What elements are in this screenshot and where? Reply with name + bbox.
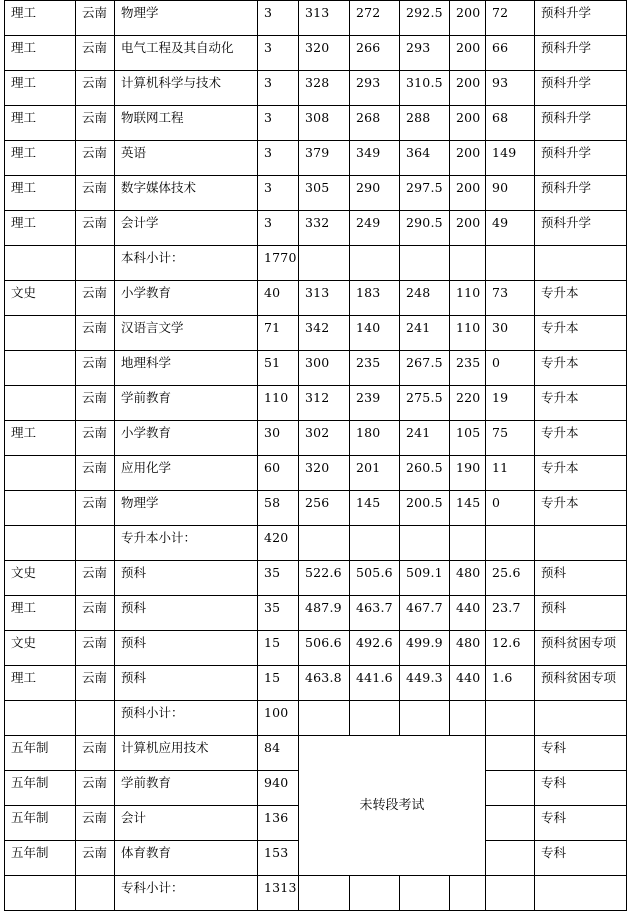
province-cell: 云南 bbox=[76, 386, 115, 421]
empty-cell bbox=[76, 246, 115, 281]
control-line-cell: 200 bbox=[450, 176, 486, 211]
empty-cell bbox=[450, 876, 486, 911]
above-line-cell: 49 bbox=[486, 211, 535, 246]
empty-cell bbox=[450, 246, 486, 281]
above-line-cell: 1.6 bbox=[486, 666, 535, 701]
table-row bbox=[5, 36, 627, 71]
table-row bbox=[5, 456, 627, 491]
control-line-cell: 200 bbox=[450, 106, 486, 141]
category-cell: 理工 bbox=[5, 71, 76, 106]
type-cell: 专科 bbox=[535, 736, 627, 771]
table-row bbox=[5, 736, 627, 771]
subtotal-value: 1770 bbox=[258, 246, 299, 281]
table-row bbox=[5, 666, 627, 701]
province-cell: 云南 bbox=[76, 806, 115, 841]
category-cell: 理工 bbox=[5, 596, 76, 631]
subtotal-label: 专科小计： bbox=[115, 876, 258, 911]
min-score-cell: 268 bbox=[350, 106, 400, 141]
empty-cell bbox=[486, 246, 535, 281]
avg-score-cell: 260.5 bbox=[400, 456, 450, 491]
avg-score-cell: 275.5 bbox=[400, 386, 450, 421]
above-line-cell: 73 bbox=[486, 281, 535, 316]
plan-count-cell: 30 bbox=[258, 421, 299, 456]
max-score-cell: 320 bbox=[299, 36, 350, 71]
plan-count-cell: 58 bbox=[258, 491, 299, 526]
type-cell: 预科贫困专项 bbox=[535, 631, 627, 666]
type-cell: 预科升学 bbox=[535, 176, 627, 211]
avg-score-cell: 293 bbox=[400, 36, 450, 71]
type-cell: 预科升学 bbox=[535, 71, 627, 106]
table-row bbox=[5, 211, 627, 246]
category-cell: 理工 bbox=[5, 106, 76, 141]
table-row bbox=[5, 421, 627, 456]
plan-count-cell: 3 bbox=[258, 71, 299, 106]
major-cell: 体育教育 bbox=[115, 841, 258, 876]
subtotal-label: 预科小计： bbox=[115, 701, 258, 736]
control-line-cell: 480 bbox=[450, 631, 486, 666]
category-cell: 五年制 bbox=[5, 771, 76, 806]
type-cell: 专升本 bbox=[535, 491, 627, 526]
empty-cell bbox=[450, 701, 486, 736]
empty-cell bbox=[76, 701, 115, 736]
avg-score-cell: 449.3 bbox=[400, 666, 450, 701]
plan-count-cell: 3 bbox=[258, 1, 299, 36]
type-cell: 专升本 bbox=[535, 281, 627, 316]
category-cell: 理工 bbox=[5, 1, 76, 36]
major-cell: 计算机应用技术 bbox=[115, 736, 258, 771]
control-line-cell: 200 bbox=[450, 1, 486, 36]
province-cell: 云南 bbox=[76, 491, 115, 526]
avg-score-cell: 509.1 bbox=[400, 561, 450, 596]
table-row bbox=[5, 1, 627, 36]
control-line-cell: 480 bbox=[450, 561, 486, 596]
above-line-cell: 25.6 bbox=[486, 561, 535, 596]
min-score-cell: 266 bbox=[350, 36, 400, 71]
control-line-cell: 110 bbox=[450, 316, 486, 351]
type-cell: 预科升学 bbox=[535, 141, 627, 176]
empty-cell bbox=[350, 526, 400, 561]
empty-cell bbox=[486, 841, 535, 876]
plan-count-cell: 15 bbox=[258, 631, 299, 666]
type-cell: 预科升学 bbox=[535, 36, 627, 71]
major-cell: 预科 bbox=[115, 561, 258, 596]
empty-cell bbox=[535, 526, 627, 561]
empty-cell bbox=[299, 526, 350, 561]
type-cell: 预科 bbox=[535, 596, 627, 631]
subtotal-row bbox=[5, 701, 627, 736]
empty-cell bbox=[486, 806, 535, 841]
above-line-cell: 0 bbox=[486, 491, 535, 526]
min-score-cell: 201 bbox=[350, 456, 400, 491]
control-line-cell: 220 bbox=[450, 386, 486, 421]
type-cell: 专升本 bbox=[535, 421, 627, 456]
plan-count-cell: 35 bbox=[258, 596, 299, 631]
type-cell: 专科 bbox=[535, 806, 627, 841]
min-score-cell: 140 bbox=[350, 316, 400, 351]
avg-score-cell: 499.9 bbox=[400, 631, 450, 666]
province-cell: 云南 bbox=[76, 36, 115, 71]
province-cell: 云南 bbox=[76, 456, 115, 491]
major-cell: 数字媒体技术 bbox=[115, 176, 258, 211]
max-score-cell: 305 bbox=[299, 176, 350, 211]
major-cell: 会计 bbox=[115, 806, 258, 841]
subtotal-row bbox=[5, 246, 627, 281]
province-cell: 云南 bbox=[76, 281, 115, 316]
province-cell: 云南 bbox=[76, 106, 115, 141]
empty-cell bbox=[486, 701, 535, 736]
major-cell: 物理学 bbox=[115, 491, 258, 526]
subtotal-label: 专升本小计： bbox=[115, 526, 258, 561]
avg-score-cell: 241 bbox=[400, 421, 450, 456]
category-cell: 五年制 bbox=[5, 841, 76, 876]
five-year-section bbox=[5, 736, 627, 911]
max-score-cell: 312 bbox=[299, 386, 350, 421]
avg-score-cell: 290.5 bbox=[400, 211, 450, 246]
avg-score-cell: 310.5 bbox=[400, 71, 450, 106]
major-cell: 计算机科学与技术 bbox=[115, 71, 258, 106]
table-row bbox=[5, 281, 627, 316]
max-score-cell: 313 bbox=[299, 281, 350, 316]
min-score-cell: 441.6 bbox=[350, 666, 400, 701]
avg-score-cell: 297.5 bbox=[400, 176, 450, 211]
type-cell: 预科升学 bbox=[535, 106, 627, 141]
major-cell: 物理学 bbox=[115, 1, 258, 36]
category-cell: 理工 bbox=[5, 421, 76, 456]
plan-count-cell: 84 bbox=[258, 736, 299, 771]
max-score-cell: 308 bbox=[299, 106, 350, 141]
type-cell: 专升本 bbox=[535, 386, 627, 421]
table-row bbox=[5, 176, 627, 211]
max-score-cell: 313 bbox=[299, 1, 350, 36]
avg-score-cell: 364 bbox=[400, 141, 450, 176]
major-cell: 学前教育 bbox=[115, 386, 258, 421]
avg-score-cell: 288 bbox=[400, 106, 450, 141]
empty-cell bbox=[5, 701, 76, 736]
category-cell: 理工 bbox=[5, 666, 76, 701]
max-score-cell: 332 bbox=[299, 211, 350, 246]
plan-count-cell: 71 bbox=[258, 316, 299, 351]
province-cell: 云南 bbox=[76, 666, 115, 701]
type-cell: 预科 bbox=[535, 561, 627, 596]
min-score-cell: 239 bbox=[350, 386, 400, 421]
empty-cell bbox=[5, 526, 76, 561]
subtotal-row bbox=[5, 876, 627, 911]
plan-count-cell: 136 bbox=[258, 806, 299, 841]
empty-cell bbox=[450, 526, 486, 561]
max-score-cell: 300 bbox=[299, 351, 350, 386]
merged-note-cell: 未转段考试 bbox=[299, 736, 486, 876]
subtotal-label: 本科小计： bbox=[115, 246, 258, 281]
province-cell: 云南 bbox=[76, 771, 115, 806]
province-cell: 云南 bbox=[76, 561, 115, 596]
table-row bbox=[5, 561, 627, 596]
plan-count-cell: 940 bbox=[258, 771, 299, 806]
control-line-cell: 110 bbox=[450, 281, 486, 316]
type-cell: 预科升学 bbox=[535, 211, 627, 246]
empty-cell bbox=[5, 456, 76, 491]
control-line-cell: 190 bbox=[450, 456, 486, 491]
major-cell: 电气工程及其自动化 bbox=[115, 36, 258, 71]
table-row bbox=[5, 386, 627, 421]
avg-score-cell: 248 bbox=[400, 281, 450, 316]
empty-cell bbox=[5, 491, 76, 526]
table-row bbox=[5, 631, 627, 666]
province-cell: 云南 bbox=[76, 141, 115, 176]
max-score-cell: 342 bbox=[299, 316, 350, 351]
province-cell: 云南 bbox=[76, 316, 115, 351]
type-cell: 专科 bbox=[535, 771, 627, 806]
above-line-cell: 90 bbox=[486, 176, 535, 211]
min-score-cell: 272 bbox=[350, 1, 400, 36]
min-score-cell: 180 bbox=[350, 421, 400, 456]
empty-cell bbox=[5, 316, 76, 351]
major-cell: 地理科学 bbox=[115, 351, 258, 386]
avg-score-cell: 267.5 bbox=[400, 351, 450, 386]
empty-cell bbox=[400, 526, 450, 561]
major-cell: 预科 bbox=[115, 666, 258, 701]
major-cell: 学前教育 bbox=[115, 771, 258, 806]
empty-cell bbox=[486, 876, 535, 911]
max-score-cell: 302 bbox=[299, 421, 350, 456]
category-cell: 理工 bbox=[5, 141, 76, 176]
control-line-cell: 440 bbox=[450, 596, 486, 631]
min-score-cell: 349 bbox=[350, 141, 400, 176]
major-cell: 应用化学 bbox=[115, 456, 258, 491]
major-cell: 小学教育 bbox=[115, 281, 258, 316]
min-score-cell: 492.6 bbox=[350, 631, 400, 666]
max-score-cell: 506.6 bbox=[299, 631, 350, 666]
empty-cell bbox=[486, 736, 535, 771]
max-score-cell: 487.9 bbox=[299, 596, 350, 631]
empty-cell bbox=[535, 246, 627, 281]
control-line-cell: 200 bbox=[450, 71, 486, 106]
province-cell: 云南 bbox=[76, 176, 115, 211]
type-cell: 预科升学 bbox=[535, 1, 627, 36]
above-line-cell: 66 bbox=[486, 36, 535, 71]
admission-score-table bbox=[4, 0, 627, 911]
min-score-cell: 183 bbox=[350, 281, 400, 316]
table-row bbox=[5, 106, 627, 141]
major-cell: 预科 bbox=[115, 596, 258, 631]
major-cell: 物联网工程 bbox=[115, 106, 258, 141]
category-cell: 理工 bbox=[5, 211, 76, 246]
province-cell: 云南 bbox=[76, 421, 115, 456]
empty-cell bbox=[350, 246, 400, 281]
plan-count-cell: 3 bbox=[258, 106, 299, 141]
min-score-cell: 505.6 bbox=[350, 561, 400, 596]
plan-count-cell: 3 bbox=[258, 176, 299, 211]
min-score-cell: 293 bbox=[350, 71, 400, 106]
category-cell: 理工 bbox=[5, 176, 76, 211]
max-score-cell: 328 bbox=[299, 71, 350, 106]
avg-score-cell: 467.7 bbox=[400, 596, 450, 631]
above-line-cell: 0 bbox=[486, 351, 535, 386]
above-line-cell: 11 bbox=[486, 456, 535, 491]
min-score-cell: 235 bbox=[350, 351, 400, 386]
table-row bbox=[5, 351, 627, 386]
control-line-cell: 440 bbox=[450, 666, 486, 701]
table-row bbox=[5, 71, 627, 106]
type-cell: 专升本 bbox=[535, 351, 627, 386]
empty-cell bbox=[350, 701, 400, 736]
above-line-cell: 149 bbox=[486, 141, 535, 176]
empty-cell bbox=[535, 876, 627, 911]
above-line-cell: 93 bbox=[486, 71, 535, 106]
category-cell: 五年制 bbox=[5, 736, 76, 771]
above-line-cell: 75 bbox=[486, 421, 535, 456]
province-cell: 云南 bbox=[76, 841, 115, 876]
table-body bbox=[5, 1, 627, 736]
control-line-cell: 200 bbox=[450, 211, 486, 246]
empty-cell bbox=[299, 701, 350, 736]
min-score-cell: 145 bbox=[350, 491, 400, 526]
empty-cell bbox=[299, 246, 350, 281]
above-line-cell: 19 bbox=[486, 386, 535, 421]
province-cell: 云南 bbox=[76, 1, 115, 36]
plan-count-cell: 51 bbox=[258, 351, 299, 386]
table-row bbox=[5, 596, 627, 631]
province-cell: 云南 bbox=[76, 71, 115, 106]
avg-score-cell: 241 bbox=[400, 316, 450, 351]
province-cell: 云南 bbox=[76, 736, 115, 771]
plan-count-cell: 153 bbox=[258, 841, 299, 876]
max-score-cell: 522.6 bbox=[299, 561, 350, 596]
category-cell: 文史 bbox=[5, 561, 76, 596]
major-cell: 预科 bbox=[115, 631, 258, 666]
plan-count-cell: 15 bbox=[258, 666, 299, 701]
plan-count-cell: 3 bbox=[258, 141, 299, 176]
max-score-cell: 256 bbox=[299, 491, 350, 526]
above-line-cell: 30 bbox=[486, 316, 535, 351]
control-line-cell: 235 bbox=[450, 351, 486, 386]
empty-cell bbox=[486, 771, 535, 806]
empty-cell bbox=[5, 351, 76, 386]
category-cell: 文史 bbox=[5, 281, 76, 316]
empty-cell bbox=[299, 876, 350, 911]
empty-cell bbox=[400, 246, 450, 281]
subtotal-row bbox=[5, 526, 627, 561]
plan-count-cell: 3 bbox=[258, 211, 299, 246]
subtotal-value: 1313 bbox=[258, 876, 299, 911]
plan-count-cell: 3 bbox=[258, 36, 299, 71]
empty-cell bbox=[5, 386, 76, 421]
province-cell: 云南 bbox=[76, 351, 115, 386]
empty-cell bbox=[76, 526, 115, 561]
empty-cell bbox=[350, 876, 400, 911]
major-cell: 小学教育 bbox=[115, 421, 258, 456]
type-cell: 专升本 bbox=[535, 456, 627, 491]
table-row bbox=[5, 141, 627, 176]
control-line-cell: 105 bbox=[450, 421, 486, 456]
empty-cell bbox=[486, 526, 535, 561]
avg-score-cell: 200.5 bbox=[400, 491, 450, 526]
category-cell: 文史 bbox=[5, 631, 76, 666]
above-line-cell: 23.7 bbox=[486, 596, 535, 631]
category-cell: 五年制 bbox=[5, 806, 76, 841]
type-cell: 专升本 bbox=[535, 316, 627, 351]
type-cell: 专科 bbox=[535, 841, 627, 876]
min-score-cell: 463.7 bbox=[350, 596, 400, 631]
empty-cell bbox=[535, 701, 627, 736]
plan-count-cell: 40 bbox=[258, 281, 299, 316]
control-line-cell: 200 bbox=[450, 36, 486, 71]
table-row bbox=[5, 491, 627, 526]
category-cell: 理工 bbox=[5, 36, 76, 71]
control-line-cell: 145 bbox=[450, 491, 486, 526]
plan-count-cell: 35 bbox=[258, 561, 299, 596]
above-line-cell: 68 bbox=[486, 106, 535, 141]
plan-count-cell: 110 bbox=[258, 386, 299, 421]
max-score-cell: 379 bbox=[299, 141, 350, 176]
province-cell: 云南 bbox=[76, 211, 115, 246]
max-score-cell: 463.8 bbox=[299, 666, 350, 701]
above-line-cell: 12.6 bbox=[486, 631, 535, 666]
table-row bbox=[5, 316, 627, 351]
empty-cell bbox=[400, 876, 450, 911]
avg-score-cell: 292.5 bbox=[400, 1, 450, 36]
max-score-cell: 320 bbox=[299, 456, 350, 491]
min-score-cell: 249 bbox=[350, 211, 400, 246]
min-score-cell: 290 bbox=[350, 176, 400, 211]
empty-cell bbox=[400, 701, 450, 736]
type-cell: 预科贫困专项 bbox=[535, 666, 627, 701]
above-line-cell: 72 bbox=[486, 1, 535, 36]
plan-count-cell: 60 bbox=[258, 456, 299, 491]
empty-cell bbox=[76, 876, 115, 911]
major-cell: 汉语言文学 bbox=[115, 316, 258, 351]
control-line-cell: 200 bbox=[450, 141, 486, 176]
province-cell: 云南 bbox=[76, 631, 115, 666]
major-cell: 会计学 bbox=[115, 211, 258, 246]
major-cell: 英语 bbox=[115, 141, 258, 176]
empty-cell bbox=[5, 246, 76, 281]
empty-cell bbox=[5, 876, 76, 911]
subtotal-value: 100 bbox=[258, 701, 299, 736]
province-cell: 云南 bbox=[76, 596, 115, 631]
subtotal-value: 420 bbox=[258, 526, 299, 561]
